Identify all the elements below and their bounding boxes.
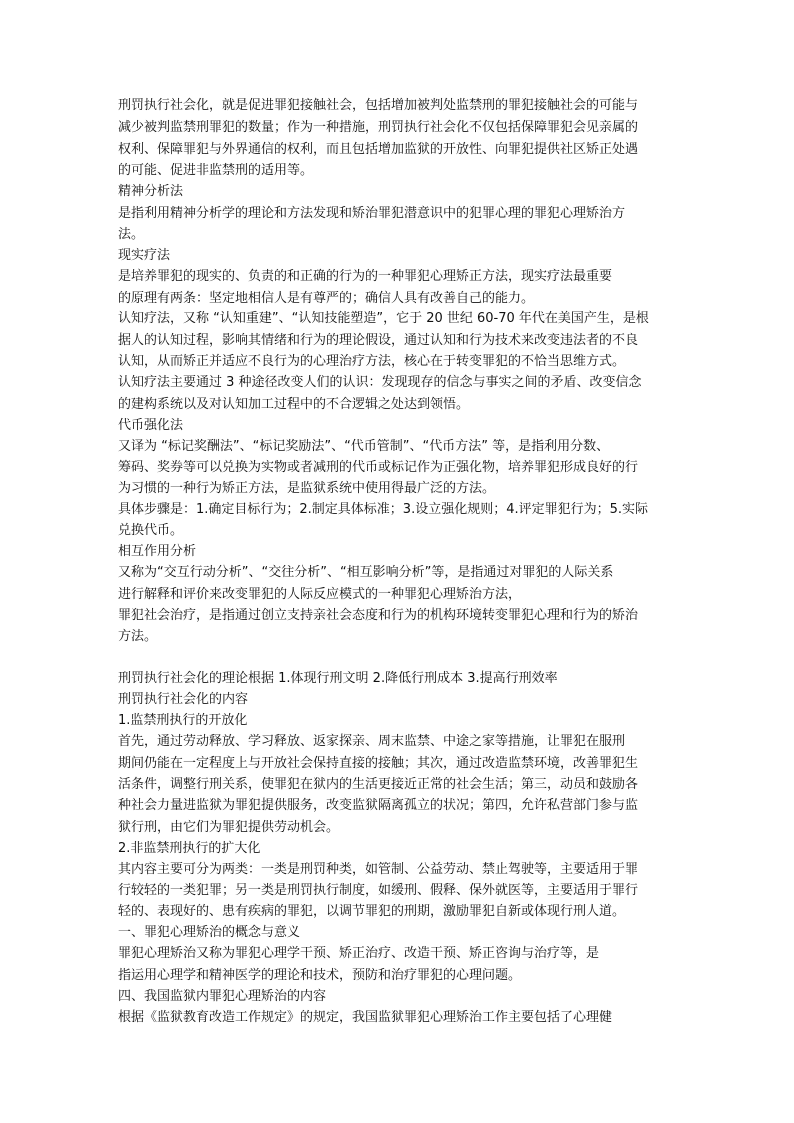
text-line: 据人的认知过程，影响其情绪和行为的理论假设，通过认知和行为技术来改变违法者的不良 (118, 333, 639, 348)
text-line: 种社会力量进监狱为罪犯提供服务，改变监狱隔离孤立的状况；第四，允许私营部门参与监 (118, 798, 639, 813)
text-line: 轻的、表现好的、患有疾病的罪犯，以调节罪犯的刑期，激励罪犯自新或体现行刑人道。 (118, 904, 626, 919)
text-line: 现实疗法 (118, 248, 171, 263)
text-line: 刑罚执行社会化的理论根据 1.体现行刑文明 2.降低行刑成本 3.提高行刑效率 (118, 671, 558, 686)
text-line: 的原理有两条：坚定地相信人是有尊严的；确信人具有改善自己的能力。 (118, 291, 535, 306)
text-line: 又译为 “标记奖酬法”、“标记奖励法”、“代币管制”、“代币方法” 等，是指利用分数、 (118, 439, 610, 454)
text-line: 是指利用精神分析学的理论和方法发现和矫治罪犯潜意识中的犯罪心理的罪犯心理矫治方 (118, 206, 626, 221)
text-line: 认知疗法主要通过 3 种途径改变人们的认识：发现现存的信念与事实之间的矛盾、改变信念 (118, 375, 642, 390)
text-line: 其内容主要可分为两类：一类是刑罚种类，如管制、公益劳动、禁止驾驶等，主要适用于罪 (118, 862, 639, 877)
text-line: 的建构系统以及对认知加工过程中的不合逻辑之处达到领悟。 (118, 397, 470, 412)
text-line: 兑换代币。 (118, 523, 184, 538)
text-line: 又称为“交互行动分析”、“交往分析”、“相互影响分析”等，是指通过对罪犯的人际关系 (118, 565, 614, 580)
text-line: 2.非监禁刑执行的扩大化 (118, 841, 261, 856)
text-line: 根据《监狱教育改造工作规定》的规定，我国监狱罪犯心理矫治工作主要包括了心理健 (118, 1010, 613, 1025)
text-line: 活条件，调整行刑关系，使罪犯在狱内的生活更接近正常的社会生活；第三，动员和鼓励各 (118, 777, 639, 792)
text-line: 精神分析法 (118, 184, 184, 199)
text-line: 刑罚执行社会化的内容 (118, 692, 249, 707)
text-line: 是培养罪犯的现实的、负责的和正确的行为的一种罪犯心理矫正方法，现实疗法最重要 (118, 269, 613, 284)
text-line: 筹码、奖券等可以兑换为实物或者减刑的代币或标记作为正强化物，培养罪犯形成良好的行 (118, 460, 639, 475)
text-line: 为习惯的一种行为矫正方法，是监狱系统中使用得最广泛的方法。 (118, 481, 496, 496)
text-line: 方法。 (118, 629, 158, 644)
text-line: 的可能、促进非监禁刑的适用等。 (118, 163, 314, 178)
text-line: 进行解释和评价来改变罪犯的人际反应模式的一种罪犯心理矫治方法， (118, 587, 522, 602)
text-line: 期间仍能在一定程度上与开放社会保持直接的接触；其次，通过改造监禁环境，改善罪犯生 (118, 756, 639, 771)
text-line: 代币强化法 (118, 418, 184, 433)
text-line: 罪犯心理矫治又称为罪犯心理学干预、矫正治疗、改造干预、矫正咨询与治疗等，是 (118, 946, 600, 961)
text-line: 四、我国监狱内罪犯心理矫治的内容 (118, 989, 327, 1004)
text-line: 相互作用分析 (118, 544, 197, 559)
text-line: 罪犯社会治疗，是指通过创立支持亲社会态度和行为的机构环境转变罪犯心理和行为的矫治 (118, 608, 639, 623)
text-line: 行较轻的一类犯罪；另一类是刑罚执行制度，如缓刑、假释、保外就医等，主要适用于罪行 (118, 883, 639, 898)
text-line: 认知疗法，又称 “认知重建”、“认知技能塑造”，它于 20 世纪 60-70 年代在美国产生，是根 (118, 311, 649, 326)
text-line: 认知，从而矫正并适应不良行为的心理治疗方法，核心在于转变罪犯的不恰当思维方式。 (118, 354, 626, 369)
text-line: 指运用心理学和精神医学的理论和技术，预防和治疗罪犯的心理问题。 (118, 968, 522, 983)
text-line: 减少被判监禁刑罪犯的数量；作为一种措施，刑罚执行社会化不仅包括保障罪犯会见亲属的 (118, 120, 639, 135)
text-line: 刑罚执行社会化，就是促进罪犯接触社会，包括增加被判处监禁刑的罪犯接触社会的可能与 (118, 98, 639, 113)
text-line: 一、罪犯心理矫治的概念与意义 (118, 925, 301, 940)
text-line: 1.监禁刑执行的开放化 (118, 713, 248, 728)
text-line: 权利、保障罪犯与外界通信的权利，而且包括增加监狱的开放性、向罪犯提供社区矫正处遇 (118, 142, 639, 157)
text-line: 法。 (118, 227, 145, 242)
text-line: 具体步骤是：1.确定目标行为；2.制定具体标准；3.设立强化规则；4.评定罪犯行为；5.实际 (118, 502, 649, 517)
text-line: 狱行刑，由它们为罪犯提供劳动机会。 (118, 820, 340, 835)
text-line: 首先，通过劳动释放、学习释放、返家探亲、周末监禁、中途之家等措施，让罪犯在服刑 (118, 734, 626, 749)
